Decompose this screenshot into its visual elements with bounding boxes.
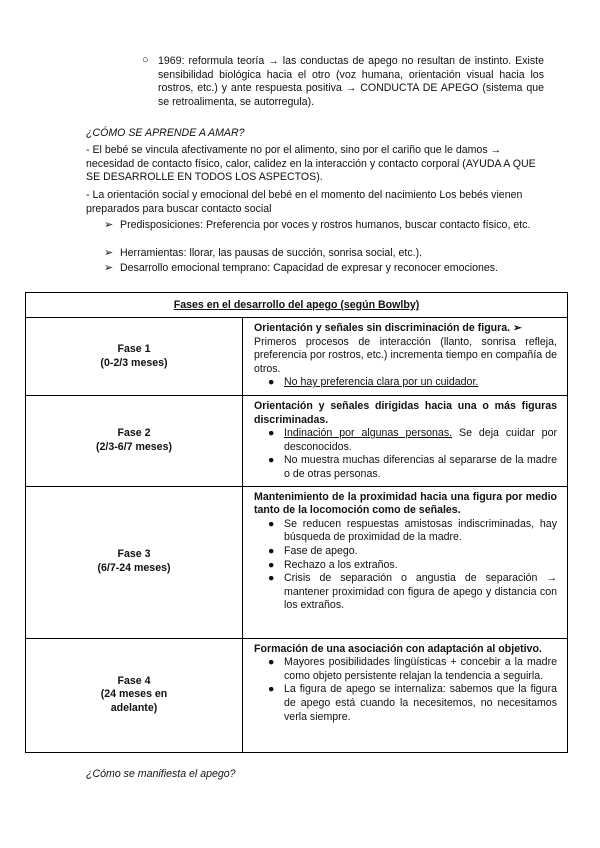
list-item <box>254 559 557 573</box>
phases-table <box>25 292 568 753</box>
bullet-text: Se reducen respuestas amistosas indiscriminadas, hay búsqueda de proximidad de la madre. <box>284 517 557 544</box>
list-item-text: Herramientas: llorar, las pausas de succión, sonrisa social, etc.). <box>120 247 423 259</box>
phase-range: (6/7-24 meses) <box>97 562 171 575</box>
phase-title: Orientación y señales sin discriminación de figura. ➢ <box>254 322 522 334</box>
list-item <box>254 376 557 390</box>
arrow-bullet-icon: ➢ <box>104 262 114 274</box>
table-row-fase-1 <box>26 318 568 396</box>
phase-range: (24 meses en adelante) <box>100 688 168 714</box>
list-item <box>254 656 557 683</box>
list-item-herramientas <box>104 247 544 261</box>
phase-bullets <box>254 656 557 724</box>
dot-bullet-icon: ● <box>268 656 275 669</box>
bullet-text: Se deja cuidar por desconocidos. <box>284 427 557 453</box>
dot-bullet-icon: ● <box>268 517 275 530</box>
bullet-text: No hay preferencia clara por un cuidador. <box>284 376 479 389</box>
table-row-fase-4 <box>26 638 568 752</box>
phase-title: Formación de una asociación con adaptación al objetivo. <box>254 642 542 655</box>
dot-bullet-icon: ● <box>268 683 275 696</box>
phase-description-cell <box>243 396 568 487</box>
phase-range: (2/3-6/7 meses) <box>96 440 172 453</box>
list-item <box>254 454 557 481</box>
phase-description-cell <box>243 318 568 396</box>
dot-bullet-icon: ● <box>268 376 275 389</box>
paragraph-orientation: - La orientación social y emocional del bebé en el momento del nacimiento Los bebés vienen preparados para buscar contacto social <box>86 189 523 215</box>
hollow-bullet-icon: ○ <box>142 54 149 66</box>
footer-question: ¿Cómo se manifiesta el apego? <box>86 768 236 780</box>
bullet-text: Mayores posibilidades lingüísticas + concebir a la madre como objeto persistente relajan la tendencia a seguirla. <box>284 656 557 682</box>
list-item-text: Desarrollo emocional temprano: Capacidad de expresar y reconocer emociones. <box>120 262 499 274</box>
arrow-bullet-icon: ➢ <box>104 219 114 231</box>
phase-title: Orientación y señales dirigidas hacia una o más figuras discriminadas. <box>254 400 557 426</box>
phase-name: Fase 3 <box>117 548 151 561</box>
phase-title: Mantenimiento de la proximidad hacia una figura por medio tanto de la locomoción como de señales. <box>254 490 557 517</box>
phase-lead: Primeros procesos de interacción (llanto, sonrisa refleja, preferencia por rostros, etc.) incrementa tiempo en compañía de otros. <box>254 335 557 375</box>
phase-bullets <box>254 376 557 390</box>
dot-bullet-icon: ● <box>268 454 275 467</box>
list-item <box>254 683 557 724</box>
phase-name: Fase 2 <box>117 427 151 440</box>
bullet-text: Rechazo a los extraños. <box>284 558 398 571</box>
table-caption-text: Fases en el desarrollo del apego (según Bowlby) <box>173 299 420 311</box>
section-heading: ¿CÓMO SE APRENDE A AMAR? <box>86 127 245 139</box>
bullet-text: Fase de apego. <box>284 544 358 557</box>
list-item <box>254 545 557 559</box>
dot-bullet-icon: ● <box>268 544 275 557</box>
phase-name-cell <box>26 318 243 396</box>
phase-bullets <box>254 518 557 613</box>
arrow-bullet-icon: ➢ <box>104 247 114 259</box>
phase-name: Fase 4 <box>117 674 151 687</box>
list-item-desarrollo <box>104 262 544 276</box>
list-item-text: Predisposiciones: Preferencia por voces y rostros humanos, buscar contacto físico, etc. <box>120 219 531 231</box>
paragraph-contact: - El bebé se vincula afectivamente no por el alimento, sino por el cariño que le damos → necesidad de contacto físico, calor, calidez en la interacción y contacto corporal (AYUDA A QUE SE DESARROLLE EN TODOS LOS ASPECTOS). <box>86 144 536 184</box>
phase-range: (0-2/3 meses) <box>100 356 168 369</box>
phase-name-cell <box>26 396 243 487</box>
phase-name: Fase 1 <box>117 342 151 355</box>
dot-bullet-icon: ● <box>268 427 275 440</box>
phase-description-cell <box>243 486 568 638</box>
bullet-text: No muestra muchas diferencias al separarse de la madre o de otras personas. <box>284 454 557 480</box>
sub-item-1969: 1969: reformula teoría → las conductas de apego no resultan de instinto. Existe sensibilidad biológica hacia el otro (voz humana, orientación visual hacia los rostros, etc.) y ante respuesta positiva → CONDUCTA DE APEGO (sistema que se retroalimenta, se autorregula). <box>158 55 544 108</box>
table-caption-row <box>26 293 568 318</box>
list-item-predisposiciones <box>104 219 544 233</box>
phase-name-cell <box>26 486 243 638</box>
list-item <box>254 572 557 613</box>
table-caption <box>26 293 568 318</box>
bullet-text: La figura de apego se internaliza: sabemos que la figura de apego está cuando la necesitemos, no necesitamos verla siempre. <box>284 683 557 723</box>
list-item <box>254 427 557 454</box>
phase-description-cell <box>243 638 568 752</box>
phase-bullets <box>254 427 557 481</box>
dot-bullet-icon: ● <box>268 572 275 585</box>
table-row-fase-3 <box>26 486 568 638</box>
table-row-fase-2 <box>26 396 568 487</box>
bullet-text-underlined: Indinación por algunas personas. <box>284 427 453 440</box>
dot-bullet-icon: ● <box>268 558 275 571</box>
phase-name-cell <box>26 638 243 752</box>
list-item <box>254 518 557 545</box>
bullet-text: Crisis de separación o angustia de separación → mantener proximidad con figura de apego y distancia con los extraños. <box>284 572 557 612</box>
